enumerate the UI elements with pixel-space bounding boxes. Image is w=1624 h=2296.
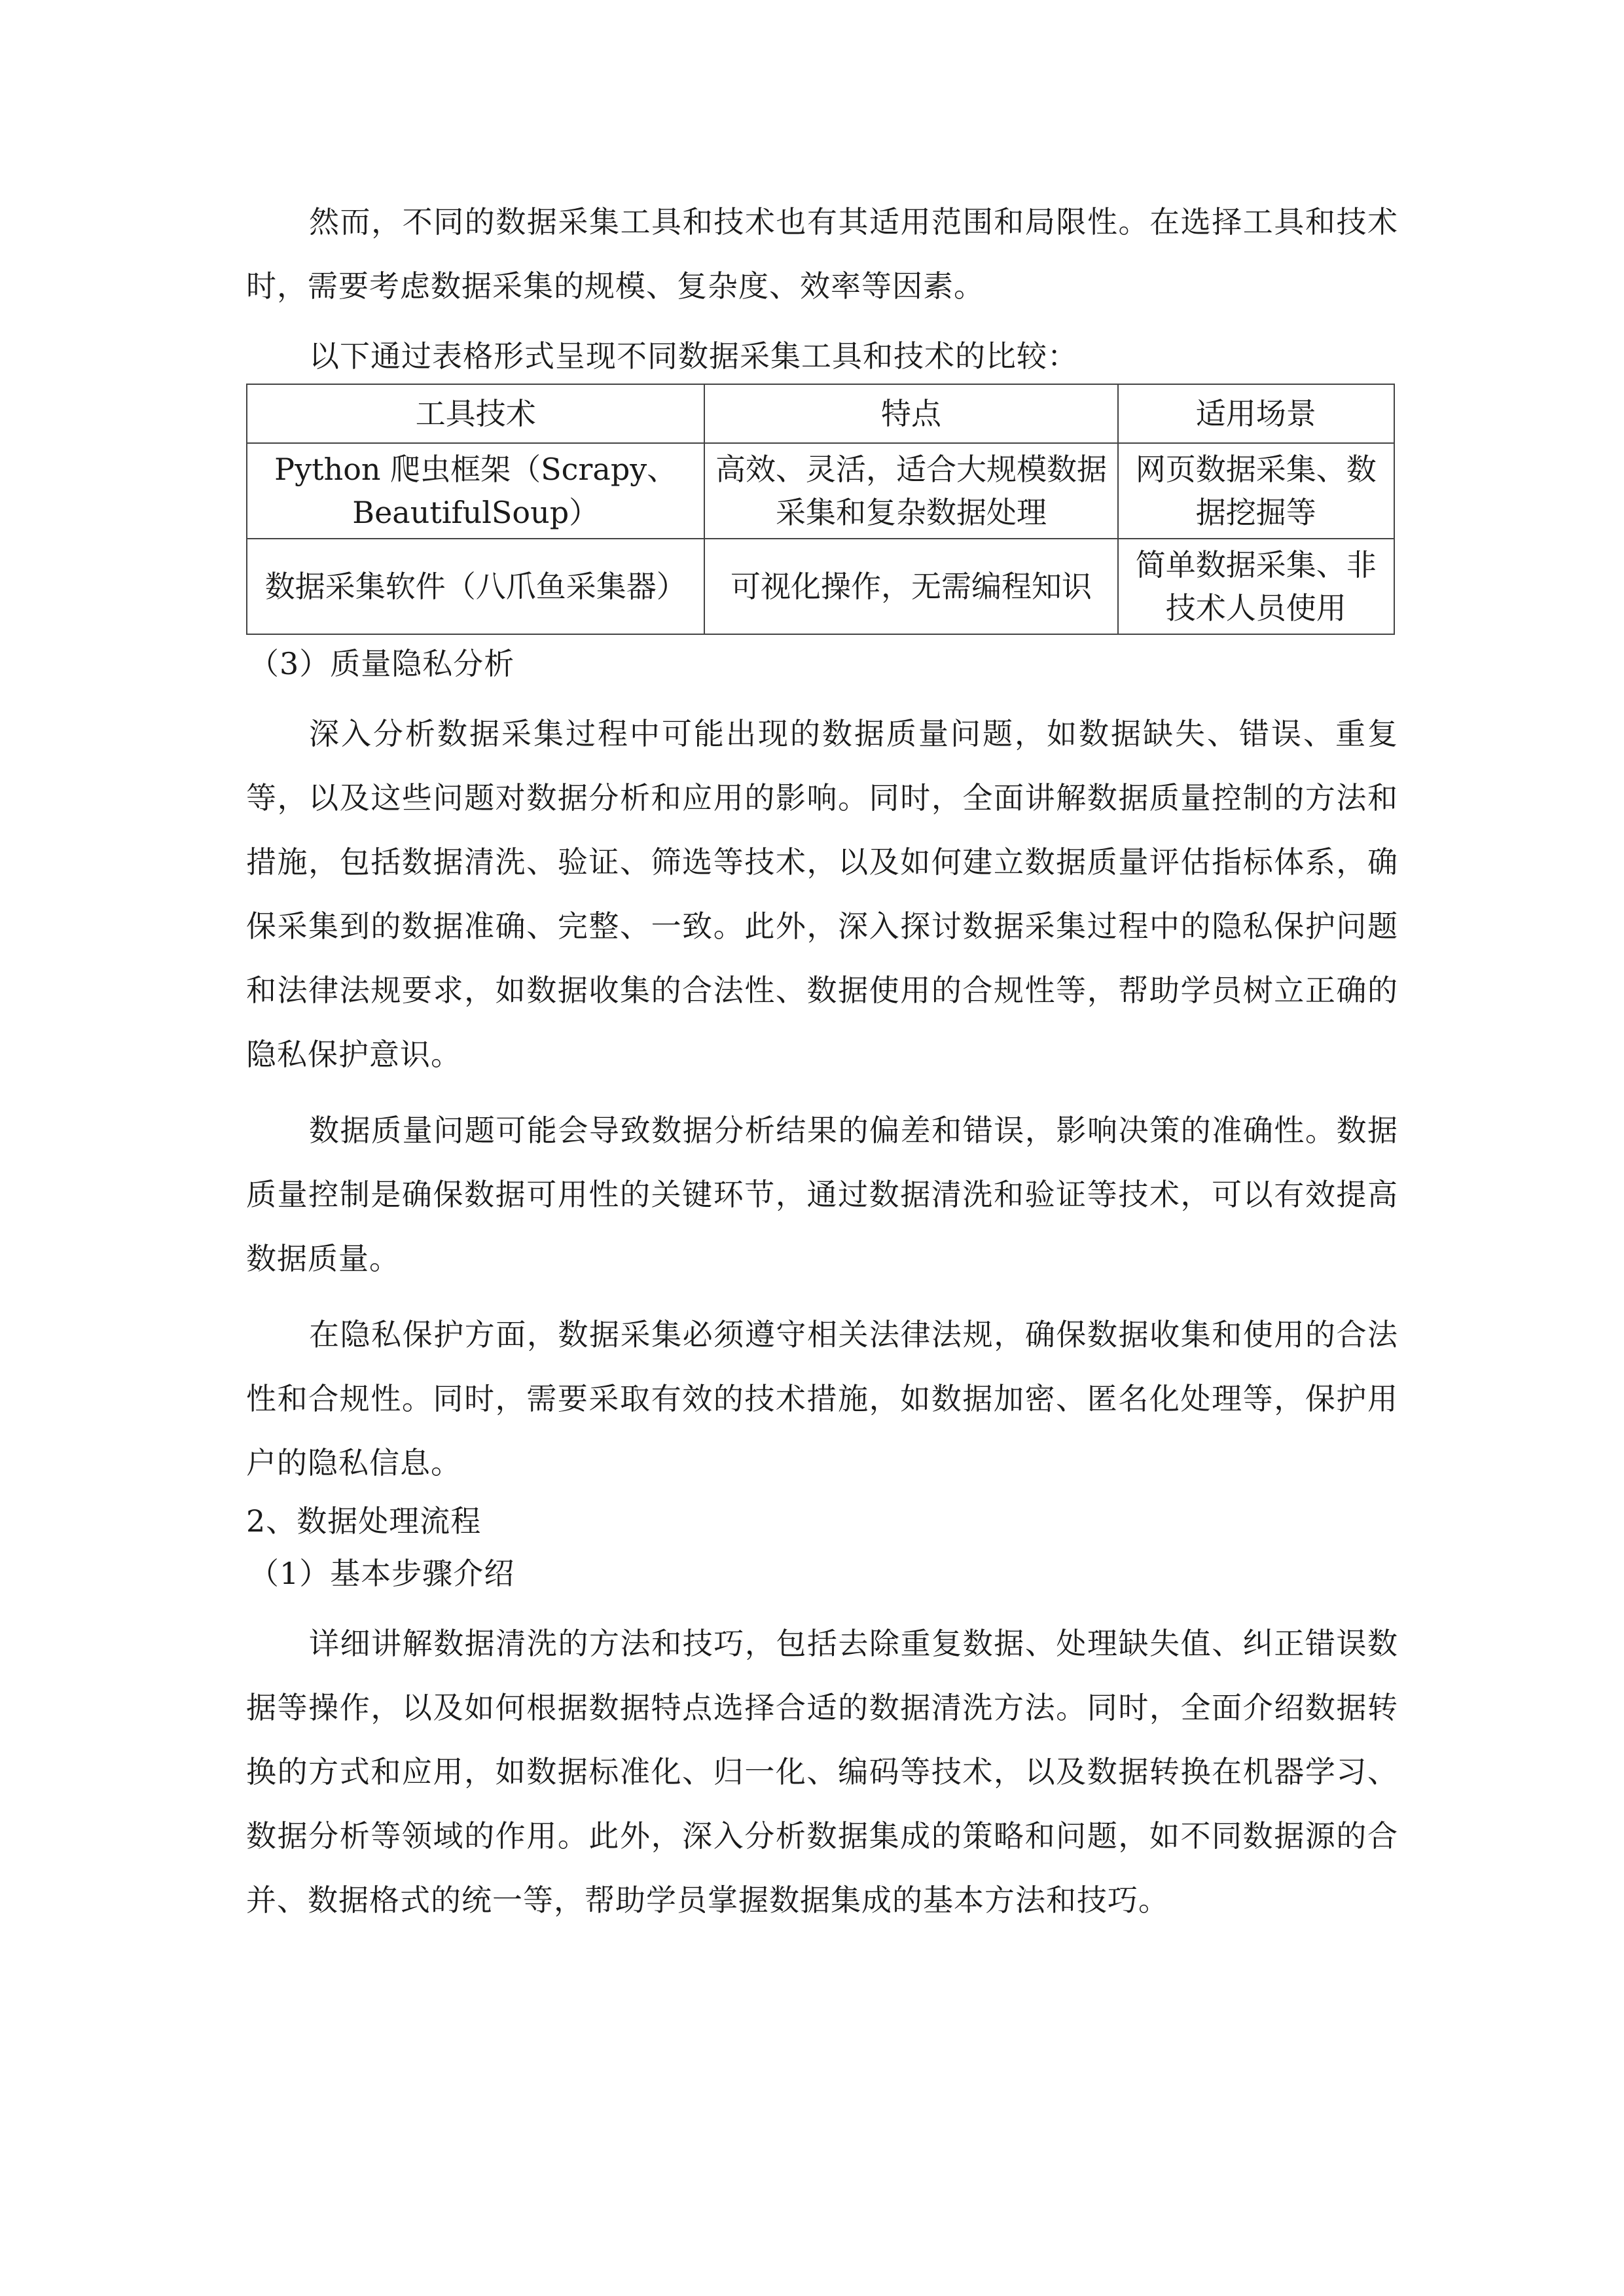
table-cell: Python 爬虫框架（Scrapy、BeautifulSoup） <box>247 443 704 539</box>
paragraph-basic-steps: 详细讲解数据清洗的方法和技巧，包括去除重复数据、处理缺失值、纠正错误数据等操作，以及如何根据数据特点选择合适的数据清洗方法。同时，全面介绍数据转换的方式和应用，如数据标准化、归一化、编码等技术，以及数据转换在机器学习、数据分析等领域的作用。此外，深入分析数据集成的策略和问题，如不同数据源的合并、数据格式的统一等，帮助学员掌握数据集成的基本方法和技巧。 <box>246 1626 1398 1918</box>
paragraph-privacy-protection: 在隐私保护方面，数据采集必须遵守相关法律法规，确保数据收集和使用的合法性和合规性。同时，需要采取有效的技术措施，如数据加密、匿名化处理等，保护用户的隐私信息。 <box>246 1317 1398 1480</box>
section-heading-data-processing: 2、数据处理流程 <box>246 1503 482 1539</box>
paragraph-intro: 然而，不同的数据采集工具和技术也有其适用范围和局限性。在选择工具和技术时，需要考虑数据采集的规模、复杂度、效率等因素。 <box>246 204 1398 304</box>
table-cell: 数据采集软件（八爪鱼采集器） <box>247 539 704 634</box>
table-header-cell: 适用场景 <box>1118 384 1394 443</box>
table-row <box>247 539 1394 634</box>
table-header-cell: 特点 <box>704 384 1117 443</box>
subsection-heading-basic-steps: （1）基本步骤介绍 <box>249 1556 515 1591</box>
paragraph-quality-control: 数据质量问题可能会导致数据分析结果的偏差和错误，影响决策的准确性。数据质量控制是确保数据可用性的关键环节，通过数据清洗和验证等技术，可以有效提高数据质量。 <box>246 1113 1398 1276</box>
table-header-cell: 工具技术 <box>247 384 704 443</box>
table-row <box>247 443 1394 539</box>
table-cell: 可视化操作，无需编程知识 <box>704 539 1117 634</box>
table-header-row <box>247 384 1394 443</box>
comparison-table <box>246 384 1395 635</box>
section-heading-quality-privacy: （3）质量隐私分析 <box>249 646 515 681</box>
document-page <box>246 190 1398 1932</box>
table-cell: 高效、灵活，适合大规模数据采集和复杂数据处理 <box>704 443 1117 539</box>
table-cell: 简单数据采集、非技术人员使用 <box>1118 539 1394 634</box>
paragraph-quality-analysis: 深入分析数据采集过程中可能出现的数据质量问题，如数据缺失、错误、重复等，以及这些问题对数据分析和应用的影响。同时，全面讲解数据质量控制的方法和措施，包括数据清洗、验证、筛选等技术，以及如何建立数据质量评估指标体系，确保采集到的数据准确、完整、一致。此外，深入探讨数据采集过程中的隐私保护问题和法律法规要求，如数据收集的合法性、数据使用的合规性等，帮助学员树立正确的隐私保护意识。 <box>246 716 1398 1072</box>
paragraph-table-intro: 以下通过表格形式呈现不同数据采集工具和技术的比较： <box>309 338 1078 374</box>
table-cell: 网页数据采集、数据挖掘等 <box>1118 443 1394 539</box>
